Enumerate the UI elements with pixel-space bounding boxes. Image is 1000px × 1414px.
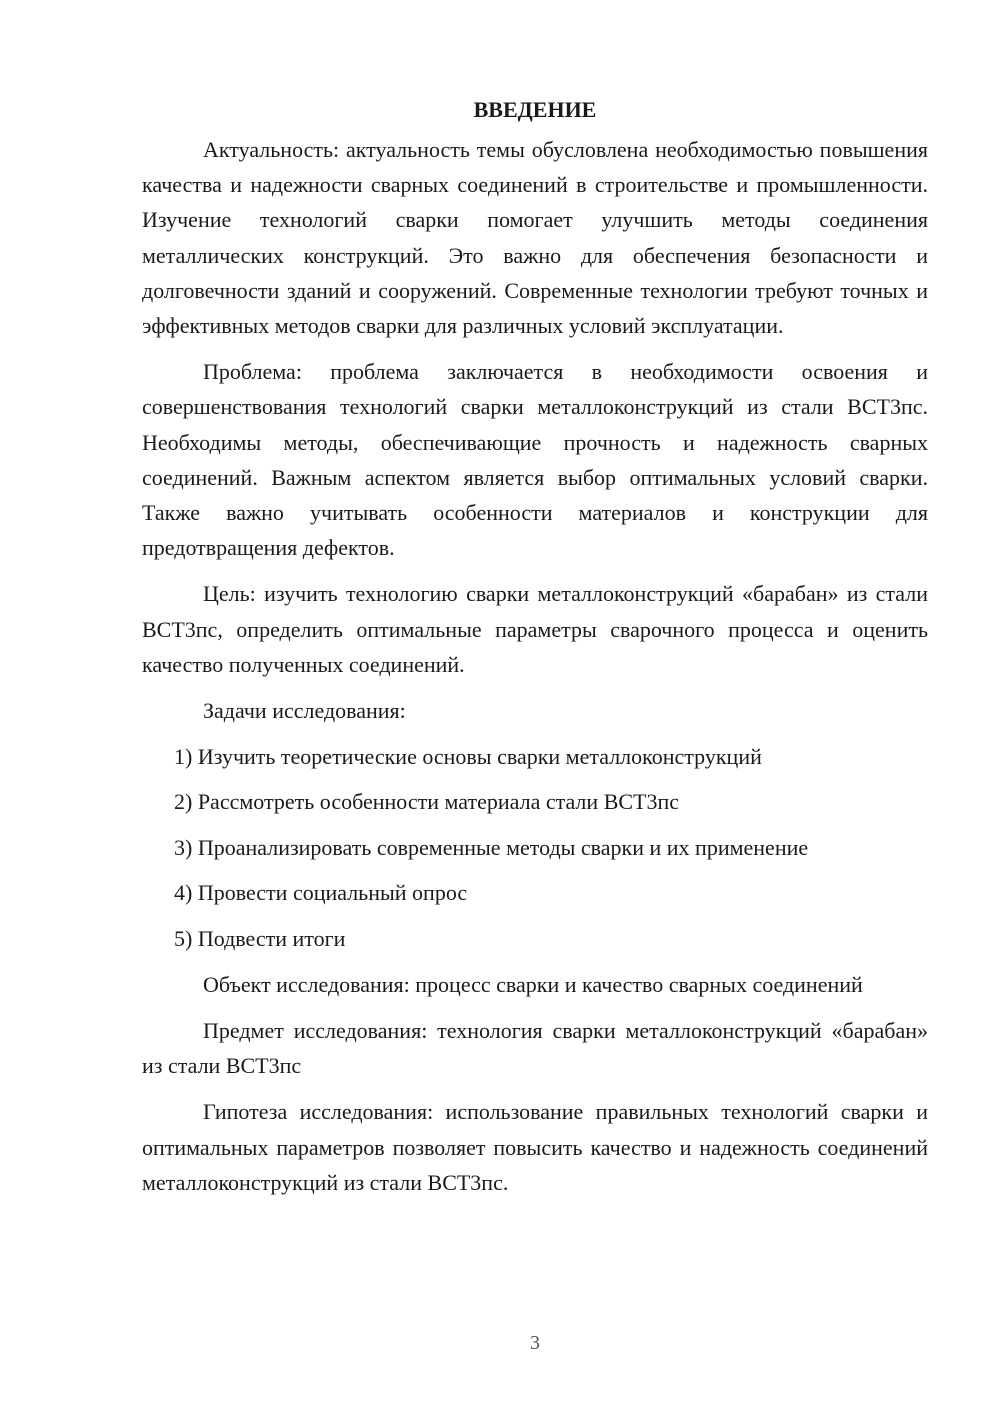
- goal-paragraph: Цель: изучить технологию сварки металлоконструкций «барабан» из стали ВСТ3пс, определить оптимальные параметры сварочного процесса и оценить качество полученных соединений.: [142, 581, 928, 677]
- tasks-label: Задачи исследования:: [203, 698, 406, 724]
- task-item: 1) Изучить теоретические основы сварки металлоконструкций: [174, 743, 762, 769]
- subject-paragraph: Предмет исследования: технология сварки металлоконструкций «барабан» из стали ВСТ3пс: [142, 1017, 928, 1079]
- problem-paragraph: Проблема: проблема заключается в необходимости освоения и совершенствования технологий сварки металлоконструкций из стали ВСТ3пс. Необходимы методы, обеспечивающие прочность и надежность сварных соединений. Важным аспектом является выбор оптимальных условий сварки. Также важно учитывать особенности материалов и конструкции для предотвращения дефектов.: [142, 359, 928, 561]
- page-number: 3: [530, 1332, 540, 1354]
- tasks-list: [142, 739, 928, 956]
- hypothesis-paragraph: Гипотеза исследования: использование правильных технологий сварки и оптимальных параметров позволяет повысить качество и надежность соединений металлоконструкций из стали ВСТ3пс.: [142, 1099, 928, 1195]
- page-title: ВВЕДЕНИЕ: [473, 97, 597, 122]
- task-item: 5) Подвести итоги: [174, 925, 346, 951]
- task-item: 3) Проанализировать современные методы сварки и их применение: [174, 834, 809, 860]
- object-paragraph: Объект исследования: процесс сварки и качество сварных соединений: [203, 971, 863, 997]
- relevance-paragraph: Актуальность: актуальность темы обусловлена необходимостью повышения качества и надежности сварных соединений в строительстве и промышленности. Изучение технологий сварки помогает улучшить методы соединения металлических конструкций. Это важно для обеспечения безопасности и долговечности зданий и сооружений. Современные технологии требуют точных и эффективных методов сварки для различных условий эксплуатации.: [142, 137, 928, 339]
- document-page: [142, 88, 928, 1200]
- task-item: 4) Провести социальный опрос: [174, 880, 468, 906]
- task-item: 2) Рассмотреть особенности материала стали ВСТ3пс: [174, 789, 680, 815]
